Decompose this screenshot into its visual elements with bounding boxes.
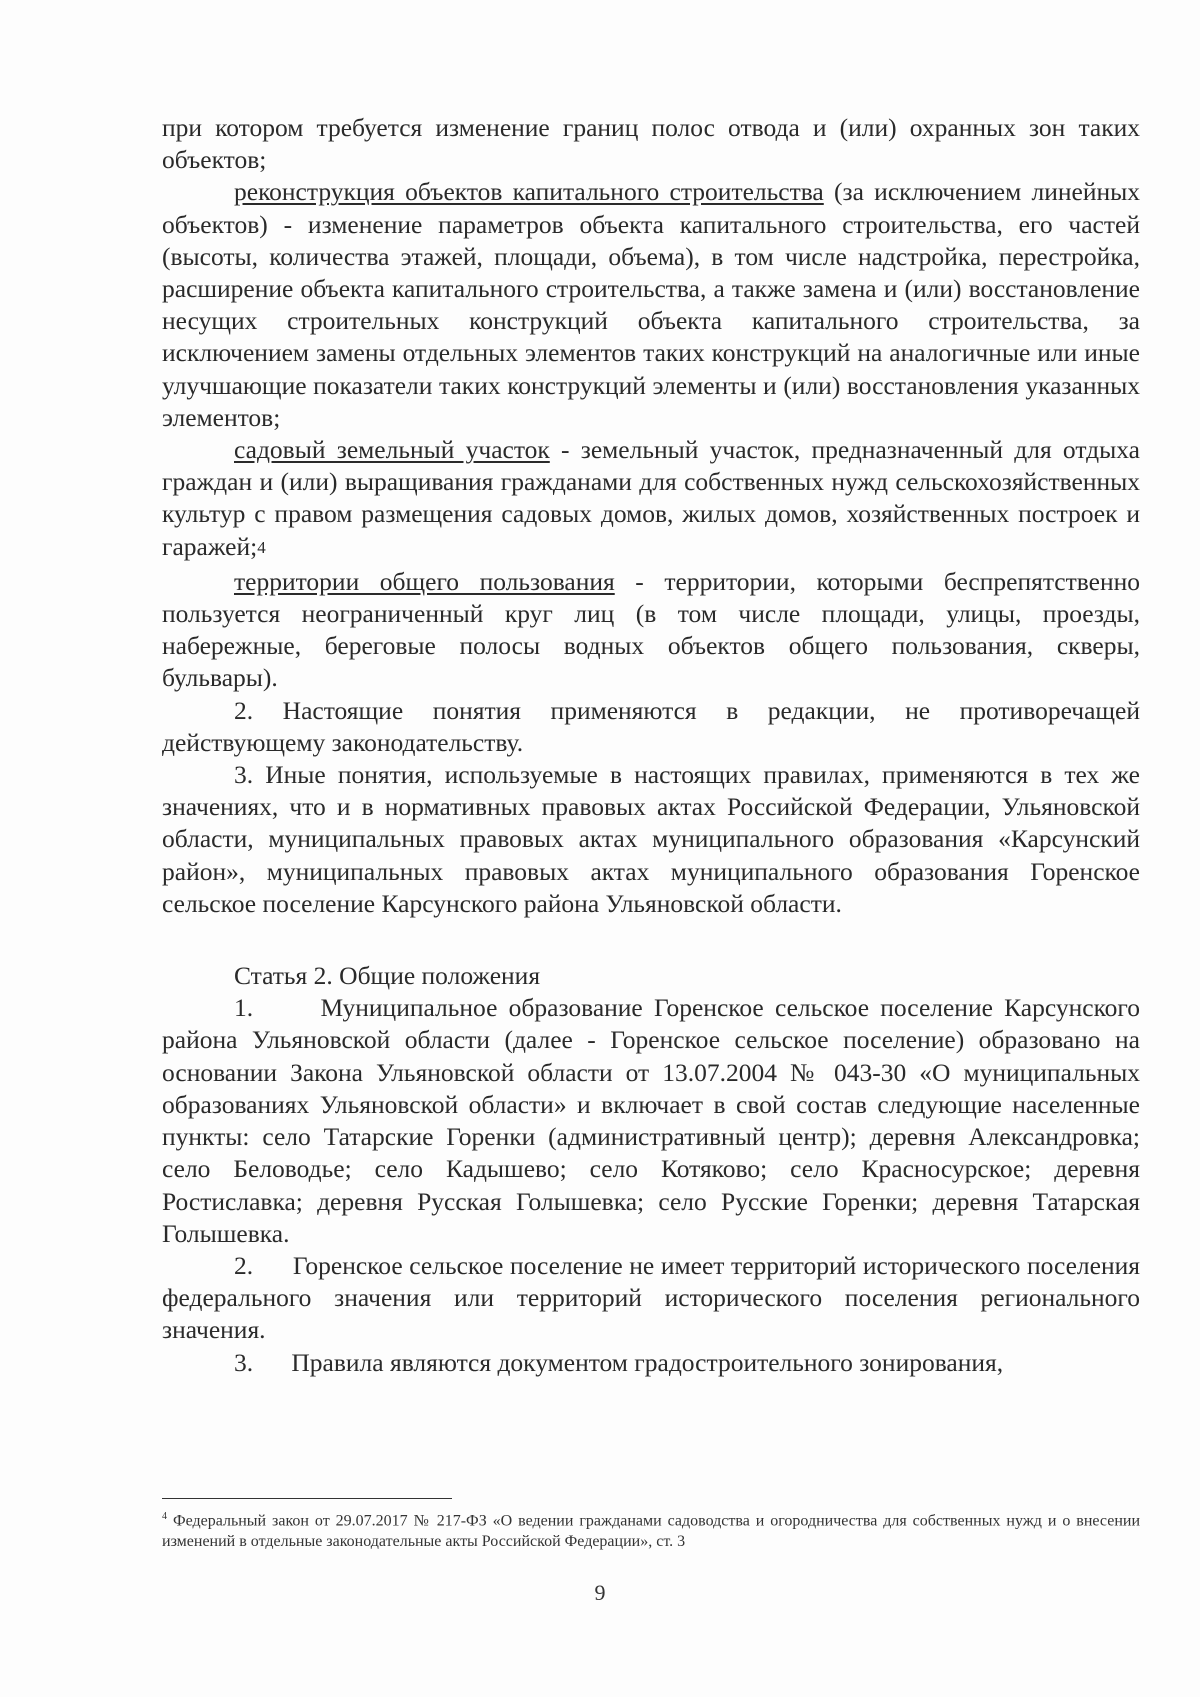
- footnote: [162, 1506, 1140, 1552]
- definition-text: - территории, которыми беспрепятственно пользуется неограниченный круг лиц (в том числе площади, улицы, проезды, набережные, береговые полосы водных объектов общего пользования, скверы, бульвары).: [162, 566, 1140, 693]
- footnote-reference: 4: [257, 537, 266, 557]
- footnote-divider: [162, 1498, 452, 1499]
- footnote-text: Федеральный закон от 29.07.2017 № 217-ФЗ «О ведении гражданами садоводства и огородничества для собственных нужд и о внесении изменений в отдельные законодательные акты Российской Федерации», ст. 3: [162, 1512, 1140, 1551]
- article2-item-2: 2. Горенское сельское поселение не имеет территорий исторического поселения федерального значения или территорий исторического поселения регионального значения.: [162, 1250, 1147, 1345]
- article2-item-1: 1. Муниципальное образование Горенское сельское поселение Карсунского района Ульяновской области (далее - Горенское сельское поселение) образовано на основании Закона Ульяновской области от 13.07.2004 № 043-30 «О муниципальных образованиях Ульяновской области» и включает в свой состав следующие населенные пункты: село Татарские Горенки (административный центр); деревня Александровка; село Беловодье; село Кадышево; село Котяково; село Красносурское; деревня Ростиславка; деревня Русская Голышевка; село Русские Горенки; деревня Татарская Голышевка.: [162, 993, 1147, 1248]
- definition-text: - земельный участок, предназначенный для отдыха граждан и (или) выращивания гражданами для собственных нужд сельскохозяйственных культур с правом размещения садовых домов, жилых домов, хозяйственных построек и гаражей;: [162, 435, 1140, 561]
- article2-item-3: 3. Правила являются документом градостроительного зонирования,: [234, 1347, 1004, 1377]
- document-body: [162, 112, 1147, 1379]
- definition-term: садовый земельный участок: [234, 435, 550, 465]
- definition-term: территории общего пользования: [234, 566, 615, 596]
- article1-item-2: 2. Настоящие понятия применяются в редакции, не противоречащей действующему законодательству.: [162, 695, 1140, 757]
- article1-item-3: 3. Иные понятия, используемые в настоящих правилах, применяются в тех же значениях, что и в нормативных правовых актах Российской Федерации, Ульяновской области, муниципальных правовых актах муниципального образования «Карсунский район», муниципальных правовых актах муниципального образования Горенское сельское поселение Карсунского района Ульяновской области.: [162, 760, 1140, 918]
- definition-reconstruction: [162, 176, 1140, 434]
- section-gap: [162, 920, 1140, 960]
- article-heading: Статья 2. Общие положения: [234, 961, 541, 991]
- footnote-marker: 4: [162, 1511, 167, 1522]
- definition-term: реконструкция объектов капитального строительства: [234, 177, 824, 207]
- page-number: 9: [594, 1580, 606, 1605]
- paragraph-continuation: при котором требуется изменение границ полос отвода и (или) охранных зон таких объектов;: [162, 113, 1140, 175]
- definition-text: (за исключением линейных объектов) - изменение параметров объекта капитального строительства, его частей (высоты, количества этажей, площади, объема), в том числе надстройка, перестройка, расширение объекта капитального строительства, а также замена и (или) восстановление несущих строительных конструкций объекта капитального строительства, за исключением замены отдельных элементов таких конструкций на аналогичные или иные улучшающие показатели таких конструкций элементы и (или) восстановления указанных элементов;: [162, 177, 1140, 432]
- definition-garden-plot: [162, 434, 1140, 566]
- definition-public-territory: [162, 566, 1140, 695]
